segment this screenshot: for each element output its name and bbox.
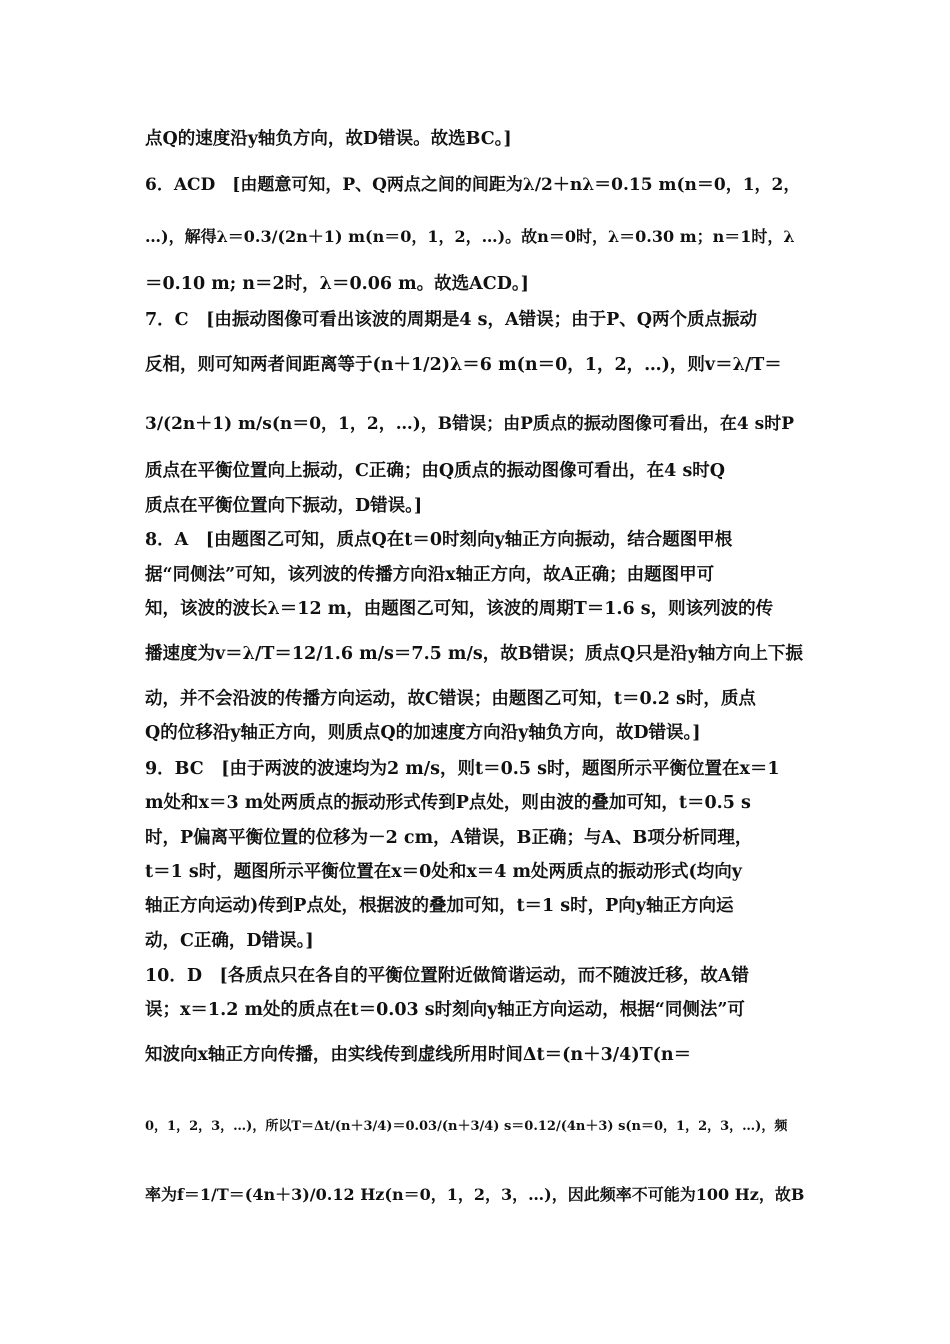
text-line: 率为f＝1/T＝(4n＋3)/0.12 Hz(n＝0，1，2，3，…)，因此频率不可能为100 Hz，故B bbox=[145, 1185, 805, 1204]
text-line: 时，P偏离平衡位置的位移为－2 cm，A错误，B正确；与A、B项分析同理， bbox=[145, 828, 753, 848]
text-line: 动，并不会沿波的传播方向运动，故C错误；由题图乙可知，t＝0.2 s时，质点 bbox=[145, 689, 756, 709]
text-line: Q的位移沿y轴正方向，则质点Q的加速度方向沿y轴负方向，故D错误。] bbox=[145, 723, 701, 743]
text-line: t＝1 s时，题图所示平衡位置在x＝0处和x＝4 m处两质点的振动形式(均向y bbox=[145, 862, 742, 882]
text-line: 9．BC [由于两波的波速均为2 m/s，则t＝0.5 s时，题图所示平衡位置在x＝1 bbox=[145, 759, 780, 779]
text-line: 3/(2n＋1) m/s(n＝0，1，2，…)，B错误；由P质点的振动图像可看出，在4 s时P bbox=[145, 414, 795, 434]
text-line: 10．D [各质点只在各自的平衡位置附近做简谐运动，而不随波迁移，故A错 bbox=[145, 966, 749, 986]
text-line: 知波向x轴正方向传播，由实线传到虚线所用时间Δt＝(n＋3/4)T(n＝ bbox=[145, 1045, 692, 1065]
text-line: 播速度为v＝λ/T＝12/1.6 m/s＝7.5 m/s，故B错误；质点Q只是沿y轴方向上下振 bbox=[145, 644, 803, 664]
text-line: 反相，则可知两者间距离等于(n＋1/2)λ＝6 m(n＝0，1，2，…)，则v＝λ/T＝ bbox=[145, 355, 782, 375]
text-line: 据“同侧法”可知，该列波的传播方向沿x轴正方向，故A正确；由题图甲可 bbox=[145, 565, 715, 585]
text-line: …)，解得λ＝0.3/(2n＋1) m(n＝0，1，2，…)。故n＝0时，λ＝0.30 m；n＝1时，λ bbox=[145, 227, 795, 246]
text-line: 8．A [由题图乙可知，质点Q在t＝0时刻向y轴正方向振动，结合题图甲根 bbox=[145, 530, 733, 550]
text-line: ＝0.10 m; n＝2时，λ＝0.06 m。故选ACD。] bbox=[145, 274, 529, 294]
text-line: 知，该波的波长λ＝12 m，由题图乙可知，该波的周期T＝1.6 s，则该列波的传 bbox=[145, 599, 774, 619]
text-line: 0，1，2，3，…)，所以T＝Δt/(n＋3/4)＝0.03/(n＋3/4) s＝0.12/(4n＋3) s(n＝0，1，2，3，…)，频 bbox=[145, 1119, 788, 1134]
text-line: 6．ACD [由题意可知，P、Q两点之间的间距为λ/2＋nλ＝0.15 m(n＝0，1，2， bbox=[145, 175, 801, 195]
text-line: 动，C正确，D错误。] bbox=[145, 931, 314, 951]
text-line: 误；x＝1.2 m处的质点在t＝0.03 s时刻向y轴正方向运动，根据“同侧法”可 bbox=[145, 1000, 745, 1020]
text-line: 轴正方向运动)传到P点处，根据波的叠加可知，t＝1 s时，P向y轴正方向运 bbox=[145, 896, 734, 916]
text-line: 7．C [由振动图像可看出该波的周期是4 s，A错误；由于P、Q两个质点振动 bbox=[145, 310, 757, 330]
text-line: 点Q的速度沿y轴负方向，故D错误。故选BC。] bbox=[145, 129, 512, 149]
text-line: m处和x＝3 m处两质点的振动形式传到P点处，则由波的叠加可知，t＝0.5 s bbox=[145, 793, 751, 813]
text-line: 质点在平衡位置向下振动，D错误。] bbox=[145, 496, 423, 516]
text-line: 质点在平衡位置向上振动，C正确；由Q质点的振动图像可看出，在4 s时Q bbox=[145, 461, 726, 481]
